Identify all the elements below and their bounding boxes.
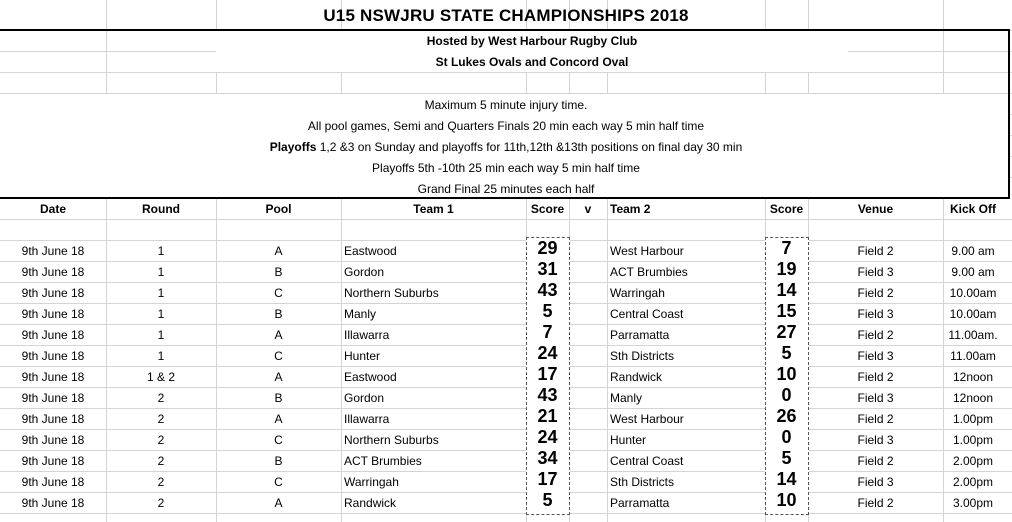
cell-kickoff[interactable]: 1.00pm <box>952 412 994 426</box>
cell-date[interactable]: 9th June 18 <box>21 496 85 510</box>
note-playoffs <box>0 137 1012 158</box>
cell-score2[interactable]: 14 <box>776 280 797 300</box>
cell-team1[interactable]: Warringah <box>344 475 399 489</box>
cell-pool[interactable]: A <box>274 496 283 510</box>
cell-score2[interactable]: 10 <box>776 364 797 384</box>
header-team2[interactable]: Team 2 <box>610 202 651 216</box>
cell-venue[interactable]: Field 2 <box>857 244 894 258</box>
cell-pool[interactable]: B <box>274 391 283 405</box>
cell-team1[interactable]: Northern Suburbs <box>344 433 439 447</box>
cell-venue[interactable]: Field 3 <box>857 475 894 489</box>
cell-kickoff[interactable]: 9.00 am <box>951 244 995 258</box>
cell-date[interactable]: 9th June 18 <box>21 391 85 405</box>
cell-venue[interactable]: Field 3 <box>857 391 894 405</box>
cell-score1[interactable]: 31 <box>537 259 558 279</box>
cell-venue[interactable]: Field 2 <box>857 286 894 300</box>
host-venues: St Lukes Ovals and Concord Oval <box>435 55 629 69</box>
host-club: Hosted by West Harbour Rugby Club <box>426 34 638 48</box>
cell-score2[interactable]: 5 <box>781 448 792 468</box>
cell-score1[interactable]: 5 <box>542 301 553 321</box>
cell-team2[interactable]: Parramatta <box>610 496 670 510</box>
cell-round[interactable]: 1 <box>157 286 165 300</box>
cell-team2[interactable]: Randwick <box>610 370 663 384</box>
cell-team2[interactable]: Sth Districts <box>610 349 675 363</box>
cell-kickoff[interactable]: 11.00am. <box>948 328 998 342</box>
cell-venue[interactable]: Field 3 <box>857 349 894 363</box>
cell-kickoff[interactable]: 2.00pm <box>952 475 994 489</box>
header-score2[interactable]: Score <box>769 202 804 216</box>
cell-score2[interactable]: 15 <box>776 301 797 321</box>
cell-date[interactable]: 9th June 18 <box>21 265 85 279</box>
cell-score1[interactable]: 43 <box>537 385 558 405</box>
cell-score1[interactable]: 24 <box>537 427 558 447</box>
cell-round[interactable]: 2 <box>157 496 165 510</box>
header-round[interactable]: Round <box>142 202 180 216</box>
cell-round[interactable]: 1 <box>157 349 165 363</box>
cell-date[interactable]: 9th June 18 <box>21 286 85 300</box>
cell-team2[interactable]: ACT Brumbies <box>610 265 688 279</box>
cell-round[interactable]: 2 <box>157 433 165 447</box>
cell-score2[interactable]: 7 <box>781 238 792 258</box>
note-playoffs-5-10: Playoffs 5th -10th 25 min each way 5 min half time <box>372 161 640 175</box>
cell-score2[interactable]: 5 <box>781 343 792 363</box>
cell-team1[interactable]: Gordon <box>344 391 385 405</box>
cell-team2[interactable]: Manly <box>610 391 643 405</box>
playoffs-label: Playoffs <box>269 140 317 154</box>
header-date[interactable]: Date <box>39 202 66 216</box>
cell-team1[interactable]: Gordon <box>344 265 385 279</box>
note-grand-final: Grand Final 25 minutes each half <box>417 182 595 196</box>
cell-score2[interactable]: 26 <box>776 406 797 426</box>
cell-score1[interactable]: 24 <box>537 343 558 363</box>
cell-team1[interactable]: Manly <box>344 307 377 321</box>
cell-round[interactable]: 2 <box>157 412 165 426</box>
cell-pool[interactable]: C <box>274 286 283 300</box>
cell-team2[interactable]: West Harbour <box>610 412 684 426</box>
cell-round[interactable]: 1 & 2 <box>146 370 176 384</box>
cell-team1[interactable]: Illawarra <box>344 328 390 342</box>
sheet-title: U15 NSWJRU STATE CHAMPIONSHIPS 2018 <box>323 6 689 25</box>
cell-round[interactable]: 1 <box>157 265 165 279</box>
cell-team1[interactable]: Hunter <box>344 349 381 363</box>
cell-kickoff[interactable]: 11.00am <box>950 349 996 363</box>
header-team1[interactable]: Team 1 <box>413 202 454 216</box>
header-kickoff[interactable]: Kick Off <box>949 202 996 216</box>
cell-pool[interactable]: A <box>274 328 283 342</box>
cell-pool[interactable]: C <box>274 433 283 447</box>
cell-kickoff[interactable]: 1.00pm <box>952 433 994 447</box>
cell-team2[interactable]: Central Coast <box>610 307 684 321</box>
cell-round[interactable]: 2 <box>157 391 165 405</box>
cell-pool[interactable]: C <box>274 475 283 489</box>
cell-score2[interactable]: 27 <box>776 322 797 342</box>
cell-venue[interactable]: Field 3 <box>857 433 894 447</box>
cell-venue[interactable]: Field 2 <box>857 328 894 342</box>
cell-score1[interactable]: 43 <box>537 280 558 300</box>
cell-score1[interactable]: 7 <box>542 322 553 342</box>
cell-pool[interactable]: A <box>274 412 283 426</box>
cell-score2[interactable]: 0 <box>781 385 792 405</box>
cell-venue[interactable]: Field 2 <box>857 370 894 384</box>
cell-team2[interactable]: Hunter <box>610 433 647 447</box>
cell-kickoff[interactable]: 10.00am <box>949 307 997 321</box>
cell-score1[interactable]: 34 <box>537 448 558 468</box>
cell-date[interactable]: 9th June 18 <box>21 454 85 468</box>
cell-round[interactable]: 1 <box>157 307 165 321</box>
cell-date[interactable]: 9th June 18 <box>21 412 85 426</box>
cell-team2[interactable]: Warringah <box>610 286 665 300</box>
cell-round[interactable]: 1 <box>157 244 165 258</box>
cell-round[interactable]: 1 <box>157 328 165 342</box>
cell-date[interactable]: 9th June 18 <box>21 307 85 321</box>
cell-pool[interactable]: B <box>274 307 283 321</box>
cell-score2[interactable]: 19 <box>776 259 797 279</box>
cell-score1[interactable]: 17 <box>537 469 558 489</box>
header-pool[interactable]: Pool <box>265 202 292 216</box>
cell-score1[interactable]: 21 <box>537 406 558 426</box>
cell-kickoff[interactable]: 3.00pm <box>952 496 994 510</box>
cell-team1[interactable]: Randwick <box>344 496 397 510</box>
cell-score1[interactable]: 29 <box>537 238 558 258</box>
cell-date[interactable]: 9th June 18 <box>21 370 85 384</box>
cell-score1[interactable]: 17 <box>537 364 558 384</box>
note-injury-time: Maximum 5 minute injury time. <box>424 98 588 112</box>
cell-team1[interactable]: Eastwood <box>344 370 397 384</box>
cell-round[interactable]: 2 <box>157 475 165 489</box>
cell-date[interactable]: 9th June 18 <box>21 349 85 363</box>
cell-venue[interactable]: Field 3 <box>857 265 894 279</box>
cell-kickoff[interactable]: 12noon <box>952 370 994 384</box>
cell-team2[interactable]: Parramatta <box>610 328 670 342</box>
cell-team2[interactable]: Sth Districts <box>610 475 675 489</box>
cell-venue[interactable]: Field 2 <box>857 496 894 510</box>
cell-score2[interactable]: 10 <box>776 490 797 510</box>
cell-score2[interactable]: 0 <box>781 427 792 447</box>
cell-venue[interactable]: Field 2 <box>857 454 894 468</box>
header-venue[interactable]: Venue <box>857 202 894 216</box>
cell-kickoff[interactable]: 10.00am <box>949 286 997 300</box>
playoffs-text: 1,2 &3 on Sunday and playoffs for 11th,12th &13th positions on final day 30 min <box>316 140 743 154</box>
cell-date[interactable]: 9th June 18 <box>21 475 85 489</box>
cell-pool[interactable]: A <box>274 370 283 384</box>
cell-kickoff[interactable]: 9.00 am <box>951 265 995 279</box>
cell-score2[interactable]: 14 <box>776 469 797 489</box>
cell-score1[interactable]: 5 <box>542 490 553 510</box>
cell-pool[interactable]: A <box>274 244 283 258</box>
cell-round[interactable]: 2 <box>157 454 165 468</box>
cell-date[interactable]: 9th June 18 <box>21 433 85 447</box>
cell-kickoff[interactable]: 2.00pm <box>952 454 994 468</box>
cell-team1[interactable]: ACT Brumbies <box>344 454 422 468</box>
cell-team2[interactable]: Central Coast <box>610 454 684 468</box>
note-pool-games: All pool games, Semi and Quarters Finals 20 min each way 5 min half time <box>307 119 705 133</box>
cell-team1[interactable]: Northern Suburbs <box>344 286 439 300</box>
cell-pool[interactable]: B <box>274 265 283 279</box>
header-score1[interactable]: Score <box>530 202 565 216</box>
cell-team2[interactable]: West Harbour <box>610 244 684 258</box>
cell-venue[interactable]: Field 3 <box>857 307 894 321</box>
header-vs[interactable]: v <box>584 202 592 216</box>
cell-pool[interactable]: B <box>274 454 283 468</box>
cell-team1[interactable]: Eastwood <box>344 244 397 258</box>
cell-team1[interactable]: Illawarra <box>344 412 390 426</box>
cell-pool[interactable]: C <box>274 349 283 363</box>
cell-date[interactable]: 9th June 18 <box>21 328 85 342</box>
cell-venue[interactable]: Field 2 <box>857 412 894 426</box>
cell-kickoff[interactable]: 12noon <box>952 391 994 405</box>
cell-date[interactable]: 9th June 18 <box>21 244 85 258</box>
